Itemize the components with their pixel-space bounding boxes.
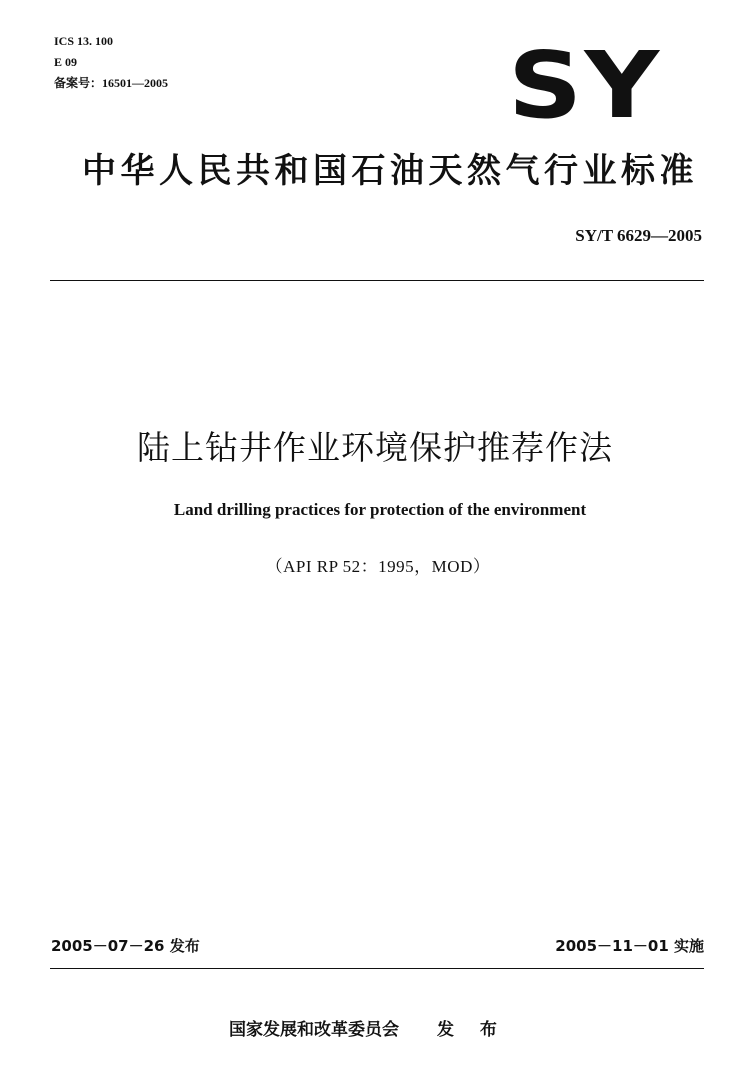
sy-logo: SY [508,32,662,139]
bottom-divider [50,968,704,969]
ics-code: ICS 13. 100 [54,34,114,48]
issuer-name: 国家发展和改革委员会 [229,1020,399,1040]
top-divider [50,280,704,281]
adoption-reference: （API RP 52：1995，MOD） [265,557,491,576]
standard-number: SY/T 6629—2005 [575,226,702,245]
filing-number: 备案号：16501—2005 [54,76,169,90]
ccs-code: E 09 [54,55,78,69]
issuer-verb: 发 布 [437,1020,507,1040]
implementation-date: 2005－11－01 实施 [555,937,704,955]
issuer-line [229,1015,507,1040]
title-chinese: 陆上钻井作业环境保护推荐作法 [137,428,613,467]
standard-category: 中华人民共和国石油天然气行业标准 [82,151,698,191]
issue-date: 2005－07－26 发布 [51,937,200,955]
title-english: Land drilling practices for protection of the environment [173,500,587,519]
classification-codes [54,31,168,94]
